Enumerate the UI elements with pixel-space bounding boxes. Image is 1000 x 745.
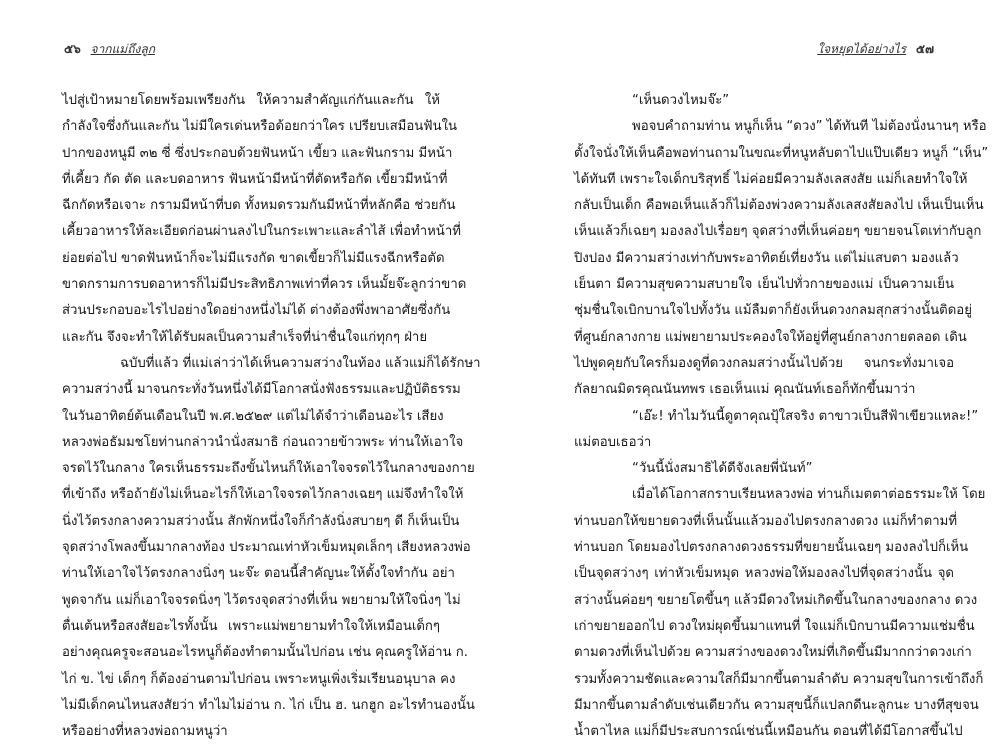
- text-line: หลวงพ่อธัมมชโยท่านกล่าวนำนั่งสมาธิ ก่อนถวายข้าวพระ ท่านให้เอาใจ: [62, 434, 464, 450]
- text-line: ที่เข้าถึง หรือถ้ายังไม่เห็นอะไรก็ให้เอาใจจรดไว้กลางเฉยๆ แม่จึงทำใจให้: [62, 487, 464, 503]
- left-page-header: [58, 40, 155, 59]
- right-page-body: [574, 88, 989, 745]
- text-line: พอจบคำถามท่าน หนูก็เห็น “ดวง” ได้ทันที ไม่ต้องนั่งนานๆ หรือ: [632, 119, 987, 135]
- right-page-header: [817, 40, 940, 59]
- text-line: น้ำตาไหล แม่ก็มีประสบการณ์เช่นนี้เหมือนกัน ตอนที่ได้มีโอกาสขึ้นไป: [574, 724, 963, 740]
- text-line: ปากของหนูมี ๓๒ ซี่ ซึ่งประกอบด้วยฟันหน้า เขี้ยว และฟันกราม มีหน้า: [62, 145, 453, 161]
- text-line: ไปสู่เป้าหมายโดยพร้อมเพรียงกัน ให้ความสำคัญแก่กันและกัน ให้: [62, 93, 440, 108]
- left-page-number: ๕๖: [64, 42, 81, 56]
- text-line: แม่ตอบเธอว่า: [574, 434, 652, 450]
- text-line: เย็นตา มีความสุขความสบายใจ เย็นไปทั่วกายของแม่ เป็นความเย็น: [574, 277, 954, 293]
- text-line: ในวันอาทิตย์ต้นเดือนในปี พ.ศ.๒๕๒๙ แต่ไม่ได้จำว่าเดือนอะไร เสียง: [62, 408, 444, 424]
- text-line: ความสว่างนี้ มาจนกระทั่งวันหนึ่งได้มีโอกาสนั่งฟังธรรมและปฏิบัติธรรม: [62, 382, 461, 398]
- text-line: “วันนี้นั่งสมาธิได้ดีจังเลยพี่นันท์”: [632, 461, 813, 477]
- text-line: จรดไว้ในกลาง ใครเห็นธรรมะถึงขั้นไหนก็ให้เอาใจจรดไว้ในกลางของกาย: [62, 461, 475, 477]
- text-line: ส่วนประกอบอะไรไปอย่างใดอย่างหนึ่งไม่ได้ ต่างต้องพึ่งพาอาศัยซึ่งกัน: [62, 303, 451, 319]
- text-line: ตามดวงที่เห็นไปด้วย ความสว่างของดวงใหม่ที่เกิดขึ้นมีมากกว่าดวงเก่า: [574, 645, 972, 661]
- text-line: เมื่อได้โอกาสกราบเรียนหลวงพ่อ ท่านก็เมตตาต่อธรรมะให้ โดย: [632, 487, 986, 503]
- text-line: ฉบับที่แล้ว ที่แม่เล่าว่าได้เห็นความสว่างในท้อง แล้วแม่ก็ได้รักษา: [120, 355, 481, 371]
- text-line: กัลยาณมิตรคุณนันทพร เธอเห็นแม่ คุณนันท์เธอก็ทักขึ้นมาว่า: [574, 382, 916, 398]
- text-line: จุดสว่างโพลงขึ้นมากลางท้อง ประมาณเท่าหัวเข็มหมุดเล็กๆ เสียงหลวงพ่อ: [62, 540, 471, 556]
- text-line: เคี้ยวอาหารให้ละเอียดก่อนผ่านลงไปในกระเพาะและลำไส้ เพื่อทำหน้าที่: [62, 224, 461, 240]
- text-line: ที่ศูนย์กลางกาย แม่พยายามประคองใจให้อยู่ที่ศูนย์กลางกายตลอด เดิน: [574, 329, 967, 345]
- left-page-body: [62, 88, 481, 745]
- text-line: ไปพูดคุยกับใครก็มองดูที่ดวงกลมสว่างนั้นไปด้วย จนกระทั่งมาเจอ: [574, 355, 954, 371]
- text-line: เก่าขยายออกไป ดวงใหม่ผุดขึ้นมาแทนที่ ใจแม่ก็เบิกบานมีความแช่มชื่น: [574, 618, 975, 634]
- left-running-title: จากแม่ถึงลูก: [90, 42, 155, 56]
- left-page: [0, 0, 500, 740]
- text-line: ไม่มีเด็กคนไหนสงสัยว่า ทำไมไม่อ่าน ก. ไก่ เป็น ฮ. นกฮูก อะไรทำนองนั้น: [62, 697, 475, 713]
- text-line: ย่อยต่อไป ขาดฟันหน้าก็จะไม่มีแรงกัด ขาดเขี้ยวก็ไม่มีแรงฉีกหรือตัด: [62, 250, 445, 266]
- text-line: และกัน จึงจะทำให้ได้รับผลเป็นความสำเร็จที่น่าชื่นใจแก่ทุกๆ ฝ่าย: [62, 329, 428, 345]
- text-line: ที่เคี้ยว กัด ตัด และบดอาหาร ฟันหน้ามีหน้าที่ตัดหรือกัด เขี้ยวมีหน้าที่: [62, 171, 448, 187]
- text-line: รวมทั้งความชัดและความใสก็มีมากขึ้นตามลำดับ ความสุขในการเข้าถึงก็: [574, 671, 984, 687]
- text-line: พูดจากัน แม่ก็เอาใจจรดนิ่งๆ ไว้ตรงจุดสว่างที่เห็น พยายามให้ใจนิ่งๆ ไม่: [62, 592, 461, 608]
- text-line: ไก่ ข. ไข่ เด็กๆ ก็ต้องอ่านตามไปก่อน เพราะหนูเพิ่งเริ่มเรียนอนุบาล คง: [62, 671, 456, 687]
- text-line: ชุ่มชื่นใจเบิกบานใจไปทั้งวัน แม้ลืมตาก็ยังเห็นดวงกลมสุกสว่างนั้นติดอยู่: [574, 303, 972, 319]
- text-line: ปิงปอง มีความสว่างเท่ากับพระอาทิตย์เที่ยงวัน แต่ไม่แสบตา มองแล้ว: [574, 250, 959, 266]
- text-line: ฉีกกัดหรือเจาะ กรามมีหน้าที่บด ทั้งหมดรวมกันมีหน้าที่หลักคือ ช่วยกัน: [62, 198, 456, 214]
- text-line: ท่านให้เอาใจไว้ตรงกลางนิ่งๆ นะจ๊ะ ตอนนี้สำคัญนะให้ตั้งใจทำกัน อย่า: [62, 566, 455, 582]
- text-line: สว่างนั้นค่อยๆ ขยายโตขึ้นๆ แล้วมีดวงใหม่เกิดขึ้นในกลางของกลาง ดวง: [574, 592, 978, 608]
- right-page: [500, 0, 1000, 740]
- right-running-title: ใจหยุดได้อย่างไร: [817, 42, 907, 56]
- text-line: ตั้งใจนั่งให้เห็นคือพอท่านถามในขณะที่หนูหลับตาไปแป๊บเดียว หนูก็ “เห็น”: [574, 145, 989, 161]
- text-line: กลับเป็นเด็ก คือพอเห็นแล้วก็ไม่ต้องพ่วงความลังเลสงสัยลงไป เห็นเป็นเห็น: [574, 198, 984, 214]
- text-line: ตื่นเต้นหรือสงสัยอะไรทั้งนั้น เพราะแม่พยายามทำใจให้เหมือนเด็กๆ: [62, 618, 440, 634]
- text-line: กำลังใจซึ่งกันและกัน ไม่มีใครเด่นหรือด้อยกว่าใคร เปรียบเสมือนฟันใน: [62, 119, 458, 135]
- text-line: ท่านบอก โดยมองไปตรงกลางดวงธรรมที่ขยายนั้นเฉยๆ มองลงไปก็เห็น: [574, 540, 969, 556]
- text-line: นิ่งไว้ตรงกลางความสว่างนั้น สักพักหนึ่งใจก็กำลังนิ่งสบายๆ ดี ก็เห็นเป็น: [62, 513, 460, 529]
- text-line: ได้ทันที เพราะใจเด็กบริสุทธิ์ ไม่ค่อยมีความลังเลสงสัย แม่ก็เลยทำใจให้: [574, 171, 968, 187]
- text-line: ท่านบอกให้ขยายดวงที่เห็นนั้นแล้วมองไปตรงกลางดวง แม่ก็ทำตามที่: [574, 513, 958, 529]
- text-line: อย่างคุณครูจะสอนอะไรหนูก็ต้องทำตามนั้นไปก่อน เช่น คุณครูให้อ่าน ก.: [62, 645, 468, 661]
- text-line: “เห็นดวงไหมจ๊ะ”: [632, 93, 730, 108]
- text-line: “เอ๊ะ! ทำไมวันนี้ดูตาคุณปุ้ใสจริง ตาขาวเป็นสีฟ้าเขียวแหละ!”: [632, 408, 979, 424]
- text-line: หรืออย่างที่หลวงพ่อถามหนูว่า: [62, 724, 228, 740]
- text-line: เห็นแล้วก็เฉยๆ มองลงไปเรื่อยๆ จุดสว่างที่เห็นค่อยๆ ขยายจนโตเท่ากับลูก: [574, 224, 982, 240]
- right-page-number: ๕๗: [915, 42, 934, 56]
- text-line: มีมากขึ้นตามลำดับเช่นเดียวกัน ความสุขนี้ก็แปลกดีนะลูกนะ บางทีสุขจน: [574, 697, 979, 713]
- text-line: ขาดกรามการบดอาหารก็ไม่มีประสิทธิภาพเท่าที่ควร เห็นมั้ยจ๊ะลูกว่าขาด: [62, 277, 467, 293]
- text-line: เป็นจุดสว่างๆ เท่าหัวเข็มหมุด หลวงพ่อให้มองลงไปที่จุดสว่างนั้น จุด: [574, 566, 954, 582]
